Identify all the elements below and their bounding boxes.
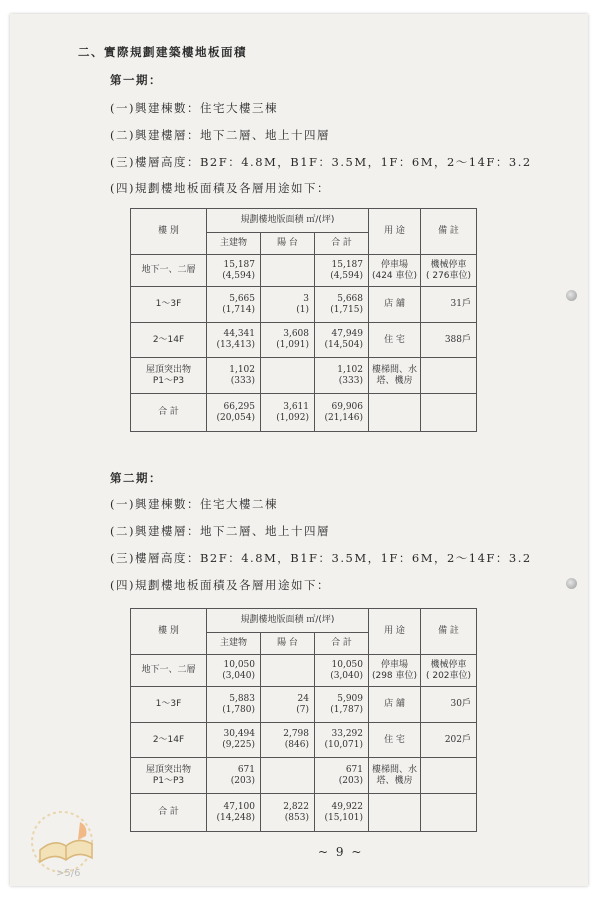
total-cell: 15,187 (4,594) [315, 255, 369, 287]
header-use: 用 途 [369, 609, 421, 655]
balcony-cell [261, 358, 315, 394]
note-cell: 202戶 [421, 723, 477, 758]
use-cell: 樓梯間、水 塔、機房 [369, 358, 421, 394]
main-cell: 47,100 (14,248) [207, 794, 261, 832]
use-cell: 店 舖 [369, 287, 421, 323]
main-cell: 5,883 (1,780) [207, 687, 261, 723]
logo-text: >5/6 [56, 868, 81, 879]
floor-cell: 2～14F [131, 323, 207, 358]
note-cell [421, 794, 477, 832]
phase2-item-floors: (二)興建樓層：地下二層、地上十四層 [110, 524, 330, 538]
header-area-group: 規劃樓地版面積 ㎡/(坪) [207, 209, 369, 233]
main-cell: 30,494 (9,225) [207, 723, 261, 758]
phase1-item-floors: (二)興建樓層：地下二層、地上十四層 [110, 128, 330, 142]
note-cell: 30戶 [421, 687, 477, 723]
phase1-title: 第一期： [110, 73, 162, 87]
total-cell: 10,050 (3,040) [315, 655, 369, 687]
table-row [131, 323, 477, 358]
section-heading: 二、實際規劃建築樓地板面積 [78, 45, 247, 59]
balcony-cell: 2,798 (846) [261, 723, 315, 758]
total-cell: 69,906 (21,146) [315, 394, 369, 432]
header-balcony: 陽 台 [261, 233, 315, 255]
floor-cell: 屋頂突出物 P1～P3 [131, 758, 207, 794]
balcony-cell [261, 255, 315, 287]
table-row [131, 723, 477, 758]
header-use: 用 途 [369, 209, 421, 255]
balcony-cell: 3,611 (1,092) [261, 394, 315, 432]
main-cell: 5,665 (1,714) [207, 287, 261, 323]
floor-cell: 2～14F [131, 723, 207, 758]
balcony-cell [261, 758, 315, 794]
main-cell: 66,295 (20,054) [207, 394, 261, 432]
table-row [131, 758, 477, 794]
total-cell: 47,949 (14,504) [315, 323, 369, 358]
header-total: 合 計 [315, 633, 369, 655]
book-logo-icon [22, 800, 112, 880]
header-area-group: 規劃樓地版面積 ㎡/(坪) [207, 609, 369, 633]
table-row [131, 287, 477, 323]
binder-hole-icon [566, 578, 577, 589]
floor-cell: 合 計 [131, 794, 207, 832]
use-cell: 店 舖 [369, 687, 421, 723]
floor-cell: 地下一、二層 [131, 655, 207, 687]
table-row-total [131, 794, 477, 832]
total-cell: 5,668 (1,715) [315, 287, 369, 323]
main-cell: 671 (203) [207, 758, 261, 794]
note-cell: 機械停車 ( 202車位) [421, 655, 477, 687]
header-main: 主建物 [207, 633, 261, 655]
total-cell: 5,909 (1,787) [315, 687, 369, 723]
phase1-item-height: (三)樓層高度：B2F：4.8M，B1F：3.5M，1F：6M，2～14F：3.2 [110, 155, 532, 169]
total-cell: 671 (203) [315, 758, 369, 794]
note-cell [421, 394, 477, 432]
use-cell: 停車場 (298 車位) [369, 655, 421, 687]
header-total: 合 計 [315, 233, 369, 255]
header-floor: 樓 別 [131, 609, 207, 655]
balcony-cell [261, 655, 315, 687]
phase2-item-buildings: (一)興建棟數：住宅大樓二棟 [110, 497, 278, 511]
main-cell: 10,050 (3,040) [207, 655, 261, 687]
phase1-item-table-intro: (四)規劃樓地板面積及各層用途如下： [110, 181, 330, 195]
table-row [131, 255, 477, 287]
phase1-item-buildings: (一)興建棟數：住宅大樓三棟 [110, 101, 278, 115]
header-balcony: 陽 台 [261, 633, 315, 655]
phase2-title: 第二期： [110, 471, 162, 485]
note-cell: 機械停車 ( 276車位) [421, 255, 477, 287]
floor-cell: 1～3F [131, 687, 207, 723]
note-cell: 31戶 [421, 287, 477, 323]
total-cell: 33,292 (10,071) [315, 723, 369, 758]
balcony-cell: 3 (1) [261, 287, 315, 323]
note-cell: 388戶 [421, 323, 477, 358]
balcony-cell: 3,608 (1,091) [261, 323, 315, 358]
floor-cell: 1～3F [131, 287, 207, 323]
note-cell [421, 358, 477, 394]
total-cell: 49,922 (15,101) [315, 794, 369, 832]
note-cell [421, 758, 477, 794]
header-main: 主建物 [207, 233, 261, 255]
header-note: 備 註 [421, 609, 477, 655]
table-row [131, 655, 477, 687]
balcony-cell: 2,822 (853) [261, 794, 315, 832]
header-note: 備 註 [421, 209, 477, 255]
main-cell: 1,102 (333) [207, 358, 261, 394]
floor-cell: 合 計 [131, 394, 207, 432]
use-cell: 住 宅 [369, 323, 421, 358]
balcony-cell: 24 (7) [261, 687, 315, 723]
header-floor: 樓 別 [131, 209, 207, 255]
use-cell [369, 394, 421, 432]
phase2-item-height: (三)樓層高度：B2F：4.8M，B1F：3.5M，1F：6M，2～14F：3.2 [110, 551, 532, 565]
use-cell: 住 宅 [369, 723, 421, 758]
table-row [131, 687, 477, 723]
binder-hole-icon [566, 290, 577, 301]
phase2-item-table-intro: (四)規劃樓地板面積及各層用途如下： [110, 578, 330, 592]
table-row [131, 358, 477, 394]
total-cell: 1,102 (333) [315, 358, 369, 394]
use-cell: 樓梯間、水 塔、機房 [369, 758, 421, 794]
floor-cell: 屋頂突出物 P1～P3 [131, 358, 207, 394]
use-cell [369, 794, 421, 832]
page-number: ~ 9 ~ [318, 845, 364, 859]
table-row-total [131, 394, 477, 432]
main-cell: 44,341 (13,413) [207, 323, 261, 358]
use-cell: 停車場 (424 車位) [369, 255, 421, 287]
main-cell: 15,187 (4,594) [207, 255, 261, 287]
phase1-area-table [130, 208, 477, 432]
floor-cell: 地下一、二層 [131, 255, 207, 287]
phase2-area-table [130, 608, 477, 832]
